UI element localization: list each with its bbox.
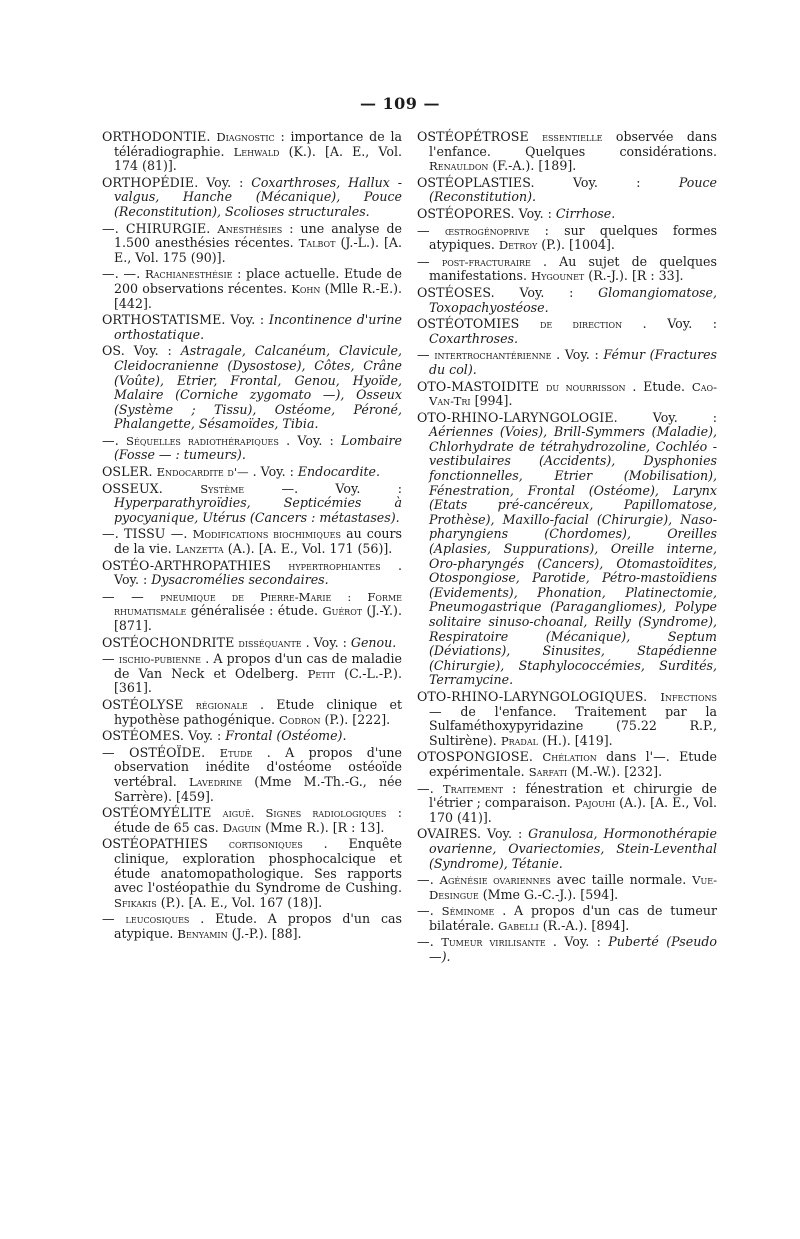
index-entry — [102, 222, 402, 266]
entry-subheading: essentielle — [542, 130, 603, 144]
entry-author: Cao-Van-Tri — [429, 379, 718, 409]
entry-subheading: régionale — [195, 697, 248, 712]
entry-heading: OSTÉOPLASTIES. — [417, 174, 535, 190]
entry-author-initials: (A.). — [619, 795, 647, 811]
index-entry — [417, 348, 717, 377]
entry-author-initials: (J.-L.). — [340, 235, 379, 251]
entry-heading: ORTHOSTATISME. — [102, 312, 226, 328]
entry-body: . A propos d'un cas de tumeur bilatérale. — [429, 903, 717, 933]
entry-subheading: disséquante — [238, 635, 302, 650]
entry-body: . Enquête clinique, exploration phosphocalcique et étude anatomopathologique. Ses rapports avec l'ostéopathie du Syndrome de Cushing. — [114, 836, 402, 896]
entry-reference: [88]. — [271, 925, 302, 941]
entry-body: . Etude. — [632, 378, 686, 394]
entry-subheading: Traitement — [442, 781, 504, 796]
index-entry — [417, 176, 717, 205]
index-entry — [417, 904, 717, 933]
entry-reference: Incontinence d'urine orthostatique. — [114, 312, 402, 342]
index-entry — [417, 224, 717, 253]
entry-body: Voy. : — [188, 728, 222, 744]
entry-author: Lehwald — [233, 144, 280, 159]
entry-body: . Etude clinique et hypothèse pathogénique. — [114, 696, 403, 727]
entry-reference: Coxarthroses. — [429, 330, 519, 346]
entry-reference: [894]. — [591, 917, 630, 933]
entry-subheading: ischio-pubienne — [118, 652, 201, 667]
entry-heading: — — [102, 911, 115, 927]
entry-reference: Fémur (Fractures du col). — [429, 347, 717, 377]
index-entry — [417, 317, 717, 346]
entry-heading: —. CHIRURGIE. — [102, 220, 211, 236]
index-entry — [417, 411, 717, 688]
entry-heading: OSTÉOMES. — [102, 728, 185, 744]
entry-author-initials: (R.-A.). — [542, 917, 588, 933]
entry-author-initials: (Mme G.-C.-J.). — [482, 886, 577, 902]
entry-heading: OTOSPONGIOSE. — [417, 749, 533, 765]
entry-author-initials: (K.). — [288, 143, 316, 159]
entry-reference: [459]. — [176, 788, 214, 804]
entry-subheading: Système — [200, 481, 245, 496]
entry-heading: —. TISSU —. — [102, 526, 188, 542]
entry-heading: —. — [417, 934, 434, 950]
entry-heading: OTO-RHINO-LARYNGOLOGIE. — [417, 409, 618, 425]
index-entry — [102, 434, 402, 463]
entry-body: Voy. : — [133, 343, 172, 359]
entry-author: Lavedrine — [188, 774, 243, 789]
index-entry — [102, 652, 402, 696]
index-entry — [417, 873, 717, 902]
entry-heading: — — — [102, 588, 144, 604]
entry-heading: —. — [417, 872, 434, 888]
entry-author: Vue-Desingue — [429, 873, 717, 902]
entry-author: Renauldon — [429, 159, 489, 174]
entry-subheading: Modifications biochimiques — [192, 527, 341, 542]
entry-body: : une analyse de 1.500 anesthésies récentes. — [114, 220, 402, 251]
entry-reference: [R : 33]. — [631, 268, 684, 284]
entry-author-initials: (J.-P.). — [231, 925, 268, 941]
entry-author-initials: (P.). — [541, 237, 566, 253]
entry-reference: [994]. — [474, 393, 513, 409]
entry-heading: — — [102, 651, 115, 667]
entry-reference: [222]. — [352, 711, 391, 727]
entry-reference: [A. E., Vol. 167 (18)]. — [188, 894, 323, 910]
entry-body: . Au sujet de quelques manifestations. — [429, 253, 717, 284]
entry-reference: [871]. — [114, 618, 152, 633]
index-entry — [417, 690, 717, 748]
entry-subheading: Séminome — [441, 904, 495, 919]
entry-reference: Puberté (Pseudo —). — [429, 934, 717, 965]
entry-reference: [232]. — [624, 763, 663, 779]
entry-body: . Voy. : — [114, 557, 402, 588]
entry-reference: Coxarthroses, Hallux - valgus, Hanche (Mécanique), Pouce (Reconstitution), Scolioses structurales. — [114, 174, 402, 219]
index-entry — [102, 176, 402, 220]
index-entry — [102, 344, 402, 432]
entry-subheading: Anesthésies — [217, 221, 283, 236]
entry-body: Voy. : — [572, 174, 641, 190]
entry-reference: Dysacromélies secondaires. — [151, 572, 329, 588]
entry-subheading: œstrogénoprive — [444, 223, 530, 238]
entry-body: . Voy. : — [552, 934, 601, 950]
entry-subheading: aiguë. Signes radiologiques — [222, 806, 387, 821]
entry-reference: Cirrhose. — [555, 205, 616, 221]
entry-body: Voy. : — [652, 409, 717, 425]
entry-reference: Aériennes (Voies), Brill-Symmers (Maladie), Chlorhydrate de tétrahydrozoline, Cochléo - vestibulaires (Accidents), Dysphonies fonctionnelles, Etrier (Mobilisation), Fénestration, Frontal (Ostéome), Larynx (Etats pré-cancéreux, Papillomatose, Prothèse), Maxillo-facial (Chirurgie), Naso-pharyngiens (Chordomes), Oreilles (Aplasies, Suppurations), Oreille interne, Oro-pharyngés (Cancers), Otomastoïdites, Otospongiose, Parotide, Pétro-mastoïdiens (Evidements), Phonation, Platinectomie, Pneumogastrique (Paragangliomes), Polype solitaire sinuso-choanal, Reilly (Syndrome), Respiratoire (Mécanique), Septum (Déviations), Sinusites, Stapédienne (Chirurgie), Staphylococcémies, Surdités, Terramycine. — [429, 424, 717, 688]
entry-heading: OSTÉOMYÉLITE — [102, 805, 212, 821]
entry-author-initials: (F.-A.). — [492, 158, 535, 174]
entry-subheading: de direction — [539, 317, 623, 332]
entry-body: : étude de 65 cas. — [114, 805, 402, 835]
entry-author-initials: (Mme M.-Th.-G., née Sarrère). — [114, 773, 402, 804]
entry-heading: OSTÉOCHONDRITE — [102, 634, 235, 650]
entry-subheading: post-fracturaire — [441, 254, 531, 269]
entry-reference: [A. E., Vol. 174 (81)]. — [114, 143, 402, 174]
entry-author-initials: (Mlle R.-E.). — [324, 280, 402, 296]
entry-body: . Voy. : — [252, 464, 294, 480]
entry-reference: Pouce (Reconstitution). — [429, 174, 717, 205]
entry-author: Gabelli — [498, 918, 539, 933]
entry-author: Sarfati — [528, 764, 568, 779]
entry-author-initials: (A.). — [227, 541, 255, 557]
index-entry — [102, 912, 402, 941]
index-entry — [102, 636, 402, 651]
entry-body: Voy. : — [230, 312, 265, 328]
entry-body: . Voy. : — [642, 316, 718, 332]
entry-heading: OSSEUX. — [102, 480, 163, 496]
entry-reference: Frontal (Ostéome). — [225, 728, 347, 744]
index-entry — [417, 935, 717, 964]
entry-author: Benyamin — [177, 926, 228, 941]
index-entry — [102, 590, 402, 634]
entry-body: : importance de la téléradiographie. — [114, 129, 403, 159]
entry-body: : place actuelle. Etude de 200 observations récentes. — [114, 266, 402, 296]
entry-reference: [361]. — [114, 680, 152, 696]
index-entry — [102, 482, 402, 526]
entry-reference: [594]. — [580, 886, 619, 902]
entry-heading: OSTÉO-ARTHROPATHIES — [102, 557, 271, 573]
entry-author: Detroy — [498, 238, 538, 253]
entry-author-initials: (R.-J.). — [588, 268, 628, 284]
index-entry — [102, 465, 402, 480]
entry-heading: —. — [102, 432, 119, 448]
index-entry — [417, 207, 717, 222]
entry-subheading: Infections — [660, 689, 717, 704]
entry-body: . Voy. : — [556, 347, 599, 363]
entry-subheading: leucosiques — [125, 912, 190, 927]
entry-subheading: cortisoniques — [228, 837, 303, 852]
entry-heading: —. — [417, 780, 434, 796]
entry-author: Pajouhi — [574, 796, 616, 811]
index-entry — [102, 746, 402, 804]
entry-heading: OSTÉOPATHIES — [102, 836, 208, 852]
entry-body: — de l'enfance. Traitement par la Sulfaméthoxypyridazine (75.22 R.P., Sultirène). — [429, 703, 717, 748]
entry-body: —. Voy. : — [281, 480, 402, 496]
index-entry — [417, 380, 717, 409]
entry-reference: [A. E., Vol. 171 (56)]. — [258, 541, 393, 557]
entry-heading: — — [417, 222, 430, 238]
entry-reference: Glomangiomatose, Toxopachyostéose. — [429, 284, 717, 315]
index-entry — [417, 286, 717, 315]
entry-author: Codron — [279, 712, 321, 727]
index-entry — [417, 255, 717, 284]
entry-body: . A propos d'un cas de maladie de Van Neck et Odelberg. — [114, 651, 403, 681]
entry-author-initials: (C.-L.-P.). — [344, 665, 402, 681]
index-entry — [102, 729, 402, 744]
entry-heading: ORTHOPÉDIE. — [102, 174, 199, 190]
entry-reference: Genou. — [350, 634, 397, 650]
entry-body: au cours de la vie. — [114, 526, 403, 557]
entry-reference: [1004]. — [569, 237, 615, 253]
entry-heading: — — [417, 253, 430, 269]
entry-heading: —. —. — [102, 266, 141, 282]
entry-author-initials: (Mme R.). — [265, 819, 329, 835]
entry-heading: OSTÉOPORES. — [417, 205, 515, 221]
entry-body: observée dans l'enfance. Quelques considérations. — [429, 129, 717, 159]
index-entry — [102, 527, 402, 556]
entry-author: Hygounet — [531, 269, 585, 284]
entry-heading: OSTÉOTOMIES — [417, 316, 520, 332]
index-entry — [417, 130, 717, 174]
entry-author-initials: (J.-Y.). — [366, 603, 402, 619]
entry-author: Daguin — [222, 820, 262, 835]
entry-heading: OSTÉOLYSE — [102, 696, 184, 712]
entry-body: dans l'—. Etude expérimentale. — [429, 749, 717, 779]
entry-reference: [A. E., Vol. 175 (90)]. — [114, 235, 402, 265]
index-entry — [102, 559, 402, 588]
entry-body: . Etude. A propos d'un cas atypique. — [114, 911, 402, 941]
entry-author: Kohn — [291, 281, 321, 296]
entry-reference: [189]. — [538, 158, 577, 174]
entry-heading: OVAIRES. — [417, 826, 482, 842]
entry-reference: [R : 13]. — [332, 819, 385, 835]
entry-subheading: Séquelles radiothérapiques — [126, 433, 279, 448]
entry-body: avec taille normale. — [556, 872, 687, 888]
entry-body: Voy. : — [487, 826, 523, 842]
entry-heading: — — [417, 347, 430, 363]
index-entry — [417, 782, 717, 826]
entry-subheading: Chélation — [542, 750, 597, 765]
index-entry — [417, 750, 717, 779]
left-column — [102, 130, 402, 943]
entry-reference: [442]. — [114, 295, 152, 311]
entry-heading: OS. — [102, 343, 125, 359]
entry-author: Guérot — [322, 604, 363, 619]
index-entry — [102, 806, 402, 835]
entry-subheading: Rachianesthésie — [144, 267, 233, 282]
entry-reference: Astragale, Calcanéum, Clavicule, Cleidocranienne (Dysostose), Côtes, Crâne (Voûte), Etrier, Frontal, Genou, Hyoïde, Malaire (Corniche zygomato —), Osseux (Système ; Tissu), Ostéome, Péroné, Phalangette, Sésamoïdes, Tibia. — [114, 343, 402, 432]
entry-subheading: hypertrophiantes — [288, 558, 381, 573]
entry-body: Voy. : — [206, 174, 244, 190]
entry-heading: — OSTÉOÏDE. — [102, 744, 206, 760]
entry-body: Voy. : — [519, 284, 574, 300]
entry-subheading: intertrochantérienne — [434, 348, 552, 363]
entry-author-initials: (H.). — [541, 732, 571, 748]
entry-heading: OSTÉOPÉTROSE — [417, 129, 529, 144]
entry-author-initials: (P.). — [160, 894, 185, 910]
index-entry — [102, 130, 402, 174]
entry-body: Voy. : — [518, 205, 552, 221]
entry-author: Talbot — [298, 236, 336, 251]
index-entry — [102, 313, 402, 342]
entry-subheading: pneumique de Pierre-Marie : Forme rhumatismale — [114, 589, 402, 619]
entry-heading: OSLER. — [102, 464, 153, 480]
entry-subheading: Tumeur virilisante — [441, 935, 546, 950]
entry-body: . A propos d'une observation inédite d'ostéome ostéoïde vertébral. — [114, 744, 402, 789]
entry-heading: —. — [417, 903, 434, 919]
entry-reference: Endocardite. — [297, 464, 380, 480]
page-number: — 109 — — [359, 94, 441, 113]
entry-subheading: Etude — [219, 745, 253, 760]
entry-reference: Granulosa, Hormonothérapie ovarienne, Ovariectomies, Stein-Leventhal (Syndrome), Tétanie. — [429, 826, 717, 871]
index-entry — [102, 837, 402, 910]
entry-heading: OSTÉOSES. — [417, 284, 495, 300]
entry-author: Lanzetta — [175, 542, 224, 557]
entry-heading: OTO-MASTOIDITE — [417, 378, 540, 394]
index-entry — [102, 698, 402, 727]
entry-body: : sur quelques formes atypiques. — [429, 222, 717, 253]
entry-author-initials: (M.-W.). — [571, 763, 621, 779]
entry-author-initials: (P.). — [324, 711, 349, 727]
entry-subheading: du nourrisson — [545, 379, 626, 394]
right-column — [417, 130, 717, 967]
entry-subheading: Diagnostic — [216, 130, 275, 144]
entry-subheading: Agénésie ovariennes — [439, 873, 551, 888]
entry-body: . Voy. : — [286, 432, 334, 448]
entry-author: Pradal — [500, 733, 538, 748]
entry-subheading: Endocardite d'— — [156, 465, 249, 480]
entry-heading: OTO-RHINO-LARYNGOLOGIQUES. — [417, 688, 648, 704]
entry-reference: [A. E., Vol. 170 (41)]. — [429, 795, 717, 825]
entry-reference: Hyperparathyroïdies, Septicémies à pyocyanique, Utérus (Cancers : métastases). — [114, 495, 402, 525]
entry-author: Petit — [307, 666, 336, 681]
entry-body: : fénestration et chirurgie de l'étrier ; comparaison. — [429, 780, 717, 811]
entry-heading: ORTHODONTIE. — [102, 129, 211, 144]
entry-reference: [419]. — [574, 732, 613, 748]
index-entry — [102, 267, 402, 311]
entry-author: Sfikakis — [114, 895, 157, 910]
entry-body: généralisée : étude. — [190, 603, 318, 619]
index-entry — [417, 827, 717, 871]
entry-reference: Lombaire (Fosse — : tumeurs). — [114, 432, 402, 463]
entry-body: . Voy. : — [305, 634, 347, 650]
